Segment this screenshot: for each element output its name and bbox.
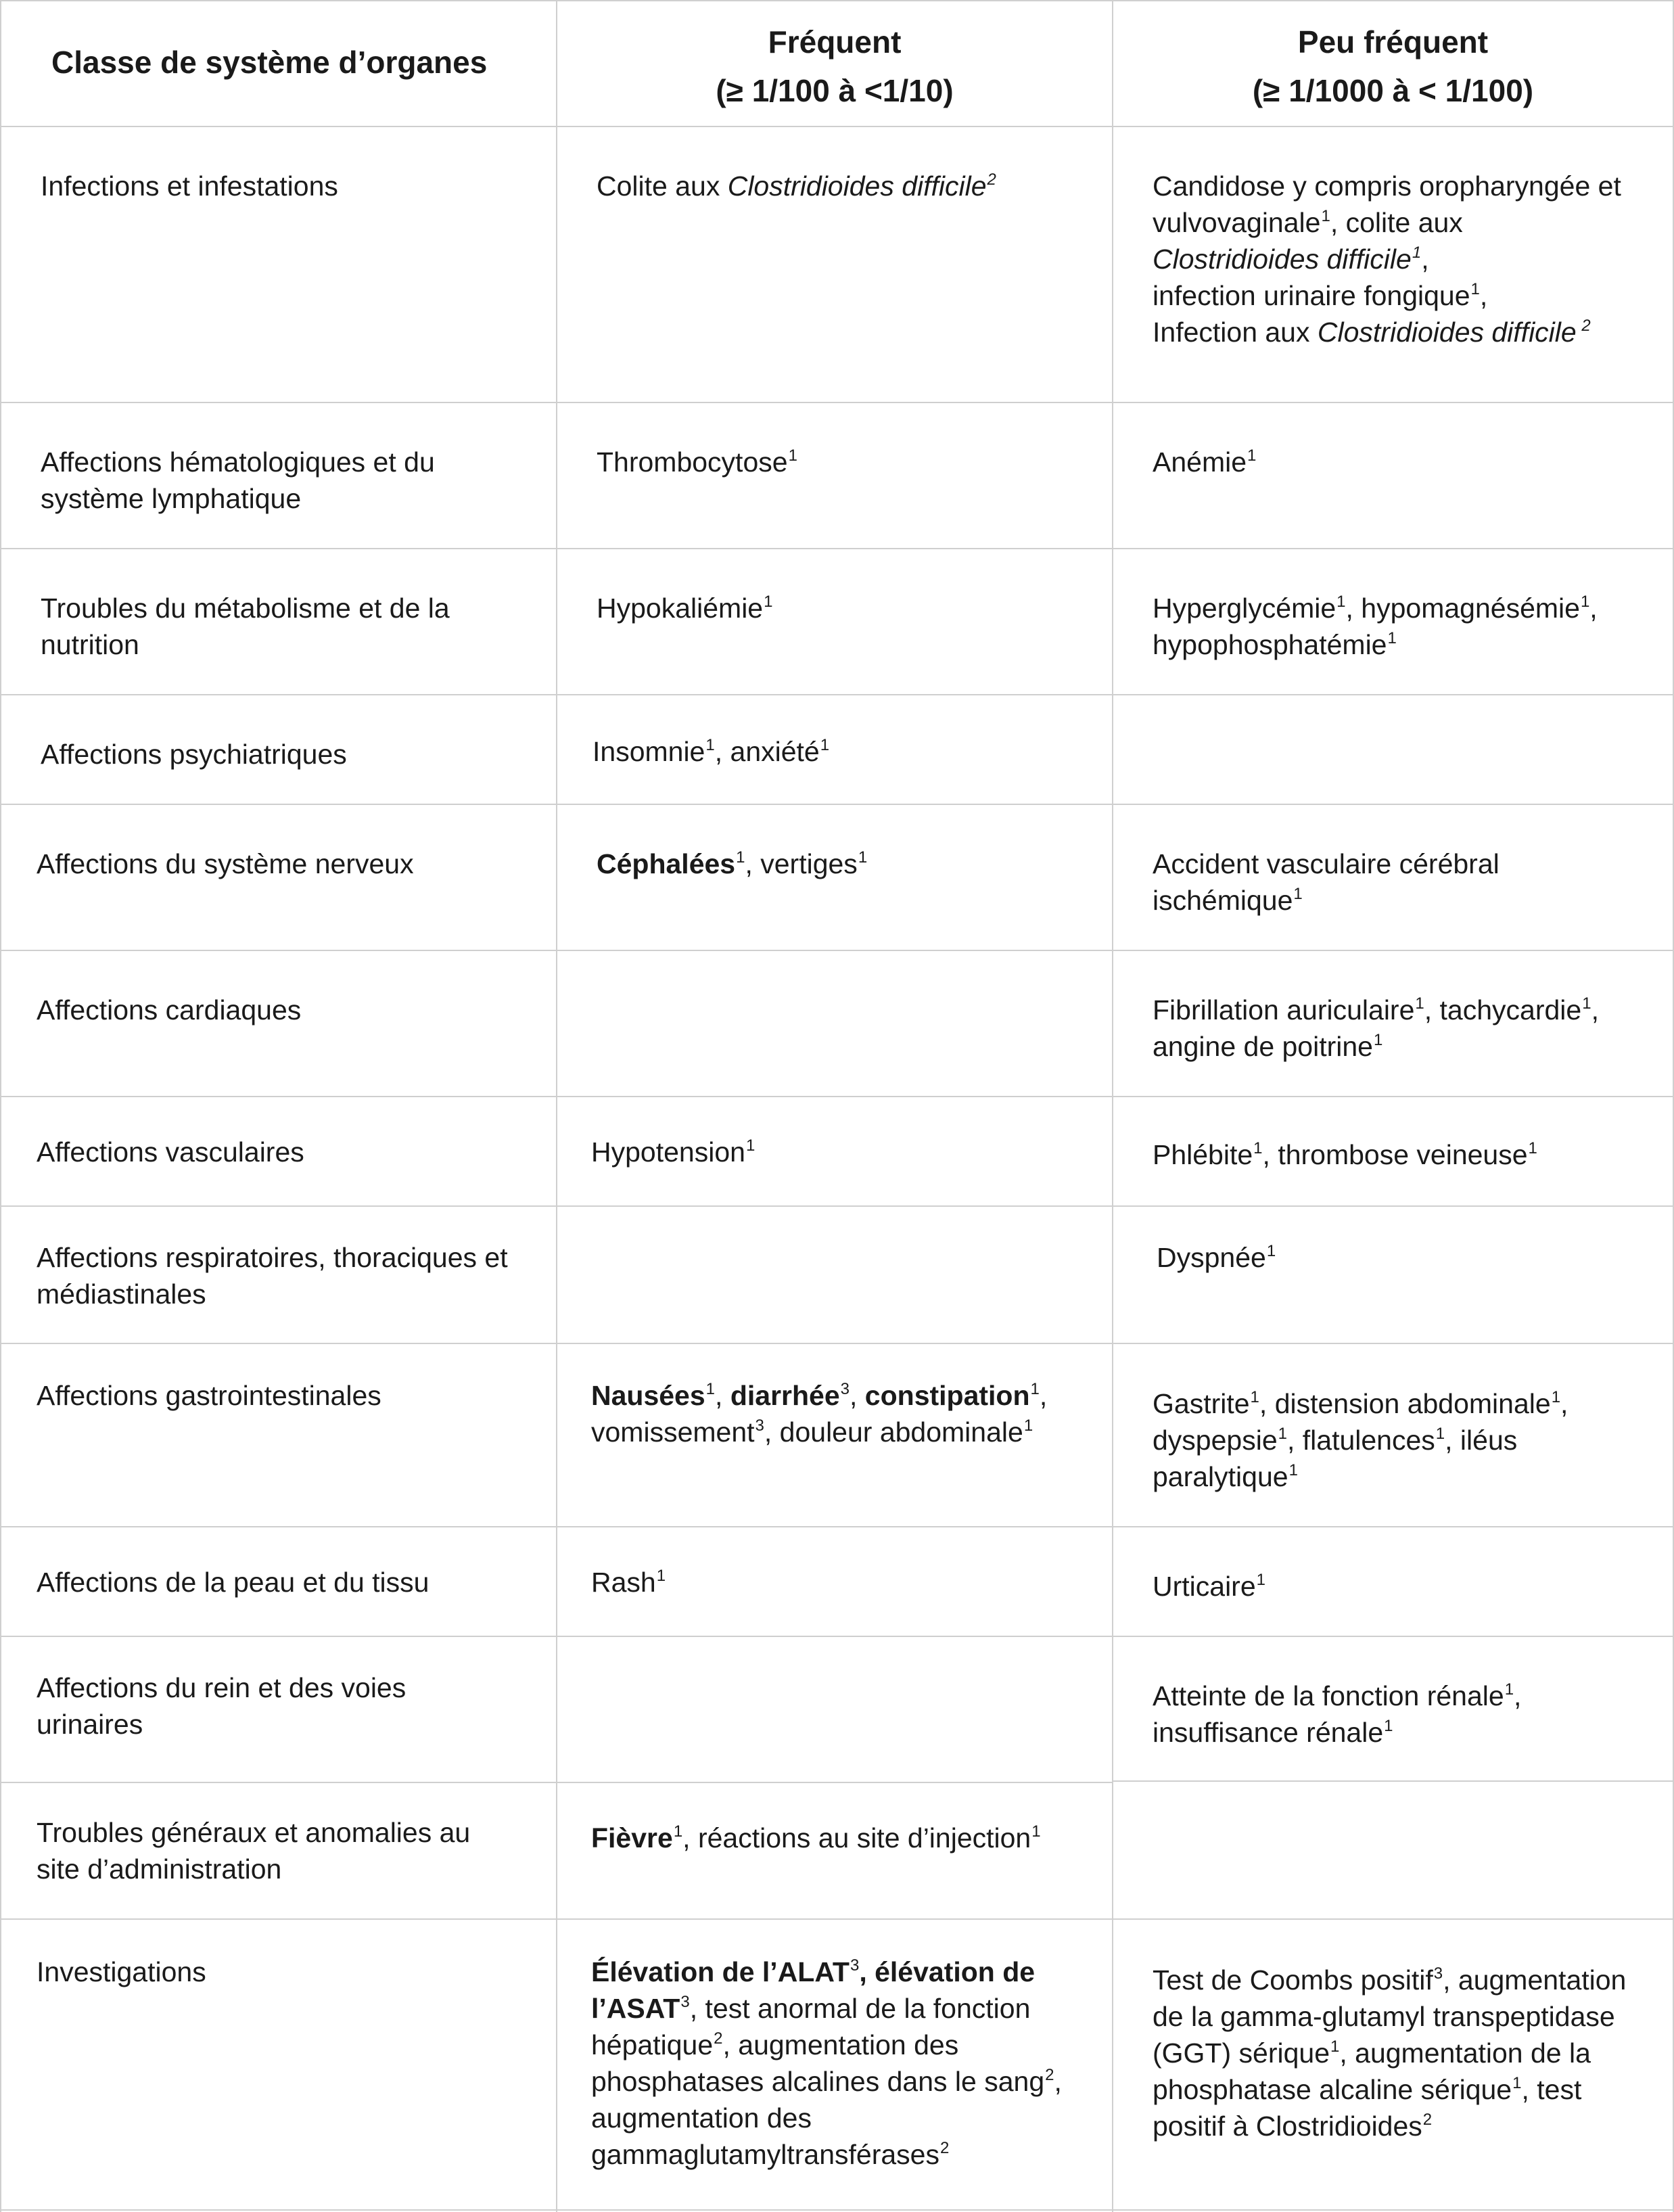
text-run: , thrombose veineuse <box>1262 1139 1528 1170</box>
text-run: , augmentation de la gamma-glutamyl transpeptidase (GGT) sérique <box>1153 1964 1627 2069</box>
text-run: Accident vasculaire cérébral ischémique <box>1153 848 1499 916</box>
divider <box>0 0 1 2212</box>
text-run: , iléus paralytique <box>1153 1425 1518 1492</box>
bold-term: constipation <box>864 1380 1030 1411</box>
text-run: , hypophosphatémie <box>1153 593 1598 660</box>
divider <box>0 548 1674 549</box>
divider <box>0 0 1674 1</box>
frequent-effects-cell <box>597 444 1084 480</box>
uncommon-effects-cell <box>1153 1568 1646 1605</box>
organ-class-cell: Troubles généraux et anomalies au site d’administration <box>37 1817 471 1885</box>
footnote-ref: 3 <box>1433 1964 1443 1983</box>
text-run: , tachycardie <box>1424 994 1582 1026</box>
footnote-ref: 1 <box>1512 2074 1522 2092</box>
footnote-ref: 2 <box>1422 2111 1433 2129</box>
footnote-ref: 1 <box>1247 446 1257 465</box>
bold-term: Céphalées <box>597 848 736 879</box>
text-run: , <box>1039 1380 1048 1411</box>
text-run: , <box>715 1380 730 1411</box>
text-run: Test de Coombs positif <box>1153 1964 1433 1996</box>
organ-class-cell: Affections du rein et des voies urinaires <box>37 1672 406 1740</box>
frequent-effects-cell <box>591 1954 1092 2173</box>
footnote-ref: 1 <box>1030 1380 1040 1398</box>
text-run: Clostridioides difficile <box>1317 317 1577 348</box>
footnote-ref: 1 <box>1384 1717 1393 1735</box>
text-run: Clostridioides difficile <box>1153 244 1412 275</box>
text-run: , hypomagnésémie <box>1345 593 1580 624</box>
text-run: Atteinte de la fonction rénale <box>1153 1680 1504 1711</box>
frequent-effects-cell <box>591 1134 1078 1170</box>
organ-class-cell: Affections vasculaires <box>37 1136 304 1168</box>
text-run: , augmentation de la phosphatase alcaline sérique <box>1153 2037 1591 2105</box>
footnote-ref: 1 <box>1250 1388 1259 1406</box>
footnote-ref: 3 <box>840 1380 850 1398</box>
footnote-ref: 1 <box>736 848 745 867</box>
bold-term: diarrhée <box>730 1380 840 1411</box>
footnote-ref: 1 <box>1253 1139 1263 1157</box>
text-run: Colite aux <box>597 170 728 202</box>
text-run: Hyperglycémie <box>1153 593 1336 624</box>
uncommon-effects-cell <box>1153 444 1646 480</box>
frequent-effects-cell <box>597 168 1084 204</box>
bold-term: Nausées <box>591 1380 705 1411</box>
footnote-ref: 1 <box>1504 1680 1514 1699</box>
uncommon-effects-cell <box>1153 992 1646 1065</box>
organ-class-cell: Affections cardiaques <box>37 994 302 1026</box>
footnote-ref: 1 <box>1278 1425 1287 1443</box>
uncommon-effects-cell <box>1157 1239 1650 1276</box>
bold-term: , élévation de l’ASAT <box>591 1956 1036 2024</box>
text-run: , augmentation des phosphatases alcalines dans le sang <box>591 2029 1045 2097</box>
uncommon-effects-cell <box>1153 1136 1653 1173</box>
uncommon-effects-cell <box>1153 1678 1585 1751</box>
divider <box>0 1526 1674 1527</box>
divider <box>0 2209 1674 2211</box>
divider <box>556 0 557 2212</box>
text-run: Urticaire <box>1153 1571 1256 1602</box>
footnote-ref: 1 <box>1321 207 1330 225</box>
divider <box>1112 0 1113 2212</box>
footnote-ref: 1 <box>764 593 773 611</box>
text-run: , colite aux <box>1330 207 1463 238</box>
frequent-effects-cell <box>597 590 1084 626</box>
column-header-uncommon <box>1113 18 1673 115</box>
footnote-ref: 3 <box>850 1956 860 1975</box>
footnote-ref: 1 <box>1528 1139 1537 1157</box>
text-run: Fibrillation auriculaire <box>1153 994 1415 1026</box>
text-run: , distension abdominale <box>1259 1388 1551 1419</box>
text-run: , augmentation des gammaglutamyltransférases <box>591 2066 1062 2170</box>
text-run: infection urinaire fongique <box>1153 280 1470 311</box>
footnote-ref: 1 <box>1330 2037 1340 2056</box>
footnote-ref: 1 <box>1256 1571 1265 1589</box>
column-header-frequent <box>557 18 1112 115</box>
text-run: vomissement <box>591 1416 755 1448</box>
organ-class-cell: Affections psychiatriques <box>41 739 347 770</box>
frequent-effects-cell <box>591 1820 1092 1856</box>
bold-term: Fièvre <box>591 1822 673 1853</box>
organ-class-cell: Investigations <box>37 1956 206 1987</box>
organ-class-cell: Affections respiratoires, thoraciques et médiastinales <box>37 1242 508 1310</box>
footnote-ref: 1 <box>1266 1242 1276 1260</box>
footnote-ref: 1 <box>1580 593 1590 611</box>
header-line: Fréquent <box>768 24 902 60</box>
footnote-ref: 1 <box>1582 994 1591 1013</box>
organ-class-cell: Troubles du métabolisme et de la nutrition <box>41 593 450 660</box>
footnote-ref: 3 <box>755 1416 764 1435</box>
divider <box>0 402 1674 403</box>
footnote-ref: 1 <box>1293 885 1303 903</box>
header-line: (≥ 1/1000 à < 1/100) <box>1252 73 1534 108</box>
footnote-ref: 1 <box>705 736 715 754</box>
text-run: , test anormal de la fonction hépatique <box>591 1993 1031 2060</box>
footnote-ref: 1 <box>858 848 868 867</box>
footnote-ref: 1 <box>673 1822 683 1841</box>
divider <box>0 1636 1674 1637</box>
footnote-ref: 1 <box>1023 1416 1033 1435</box>
footnote-ref: 1 <box>1470 280 1480 298</box>
footnote-ref: 2 <box>987 170 996 189</box>
footnote-ref: 1 <box>788 446 797 465</box>
divider <box>1112 1780 1674 1782</box>
footnote-ref: 1 <box>1336 593 1346 611</box>
uncommon-effects-cell <box>1153 168 1646 350</box>
text-run: Hypotension <box>591 1136 745 1168</box>
footnote-ref: 1 <box>1551 1388 1561 1406</box>
text-run: , douleur abdominale <box>764 1416 1023 1448</box>
frequent-effects-cell <box>597 846 1084 882</box>
text-run: , flatulences <box>1286 1425 1435 1456</box>
footnote-ref: 1 <box>1412 244 1422 262</box>
footnote-ref: 1 <box>1387 629 1397 647</box>
footnote-ref: 1 <box>1288 1461 1298 1479</box>
divider <box>0 1205 1674 1207</box>
text-run: , angine de poitrine <box>1153 994 1599 1062</box>
text-run: , réactions au site d’injection <box>682 1822 1031 1853</box>
text-run: , test positif à Clostridioides <box>1153 2074 1582 2142</box>
organ-class-cell: Affections gastrointestinales <box>37 1380 381 1411</box>
text-run: , <box>1479 280 1488 311</box>
divider <box>0 1782 1112 1783</box>
frequent-effects-cell <box>592 733 1079 770</box>
footnote-ref: 2 <box>939 2139 950 2157</box>
organ-class-cell: Affections de la peau et du tissu <box>37 1567 429 1598</box>
header-line: (≥ 1/100 à <1/10) <box>716 73 954 108</box>
text-run: , dyspepsie <box>1153 1388 1568 1456</box>
text-run: Thrombocytose <box>597 446 788 478</box>
text-run: Dyspnée <box>1157 1242 1266 1273</box>
footnote-ref: 2 <box>714 2029 723 2048</box>
text-run: Infection aux <box>1153 317 1318 348</box>
divider <box>0 1096 1674 1097</box>
footnote-ref: 1 <box>745 1136 755 1155</box>
divider <box>0 126 1674 127</box>
footnote-ref: 2 <box>1045 2066 1054 2084</box>
text-run: Anémie <box>1153 446 1247 478</box>
divider <box>0 1343 1674 1344</box>
divider <box>0 804 1674 805</box>
text-run: Insomnie <box>592 736 705 767</box>
footnote-ref: 1 <box>1435 1425 1445 1443</box>
column-header-soc: Classe de système d’organes <box>51 45 488 80</box>
uncommon-effects-cell <box>1153 1962 1646 2144</box>
divider <box>0 950 1674 951</box>
footnote-ref: 1 <box>1031 1822 1041 1841</box>
footnote-ref: 1 <box>1415 994 1424 1013</box>
text-run: , <box>1421 244 1429 275</box>
organ-class-cell: Infections et infestations <box>41 170 338 202</box>
text-run: Gastrite <box>1153 1388 1250 1419</box>
text-run: , <box>850 1380 865 1411</box>
frequent-effects-cell <box>591 1377 1092 1450</box>
footnote-ref: 1 <box>705 1380 716 1398</box>
footnote-ref: 3 <box>680 1993 690 2011</box>
text-run: Candidose y compris oropharyngée et vulvovaginale <box>1153 170 1621 238</box>
text-run: , insuffisance rénale <box>1153 1680 1522 1748</box>
text-run: Clostridioides difficile <box>727 170 987 202</box>
frequent-effects-cell <box>591 1564 1078 1600</box>
footnote-ref: 1 <box>656 1567 666 1585</box>
text-run: Hypokaliémie <box>597 593 764 624</box>
footnote-ref: 2 <box>1577 317 1591 335</box>
organ-class-cell: Affections hématologiques et du système lymphatique <box>41 446 435 514</box>
header-line: Peu fréquent <box>1297 24 1489 60</box>
text-run: , vertiges <box>745 848 858 879</box>
text-run: , anxiété <box>714 736 820 767</box>
text-run: Rash <box>591 1567 656 1598</box>
divider <box>0 694 1674 695</box>
footnote-ref: 1 <box>1373 1031 1383 1049</box>
footnote-ref: 1 <box>820 736 830 754</box>
text-run: Phlébite <box>1153 1139 1253 1170</box>
bold-term: Élévation de l’ALAT <box>591 1956 850 1987</box>
divider <box>0 1918 1674 1920</box>
organ-class-cell: Affections du système nerveux <box>37 848 414 879</box>
uncommon-effects-cell <box>1153 846 1558 919</box>
uncommon-effects-cell <box>1153 1385 1646 1495</box>
uncommon-effects-cell <box>1153 590 1646 663</box>
